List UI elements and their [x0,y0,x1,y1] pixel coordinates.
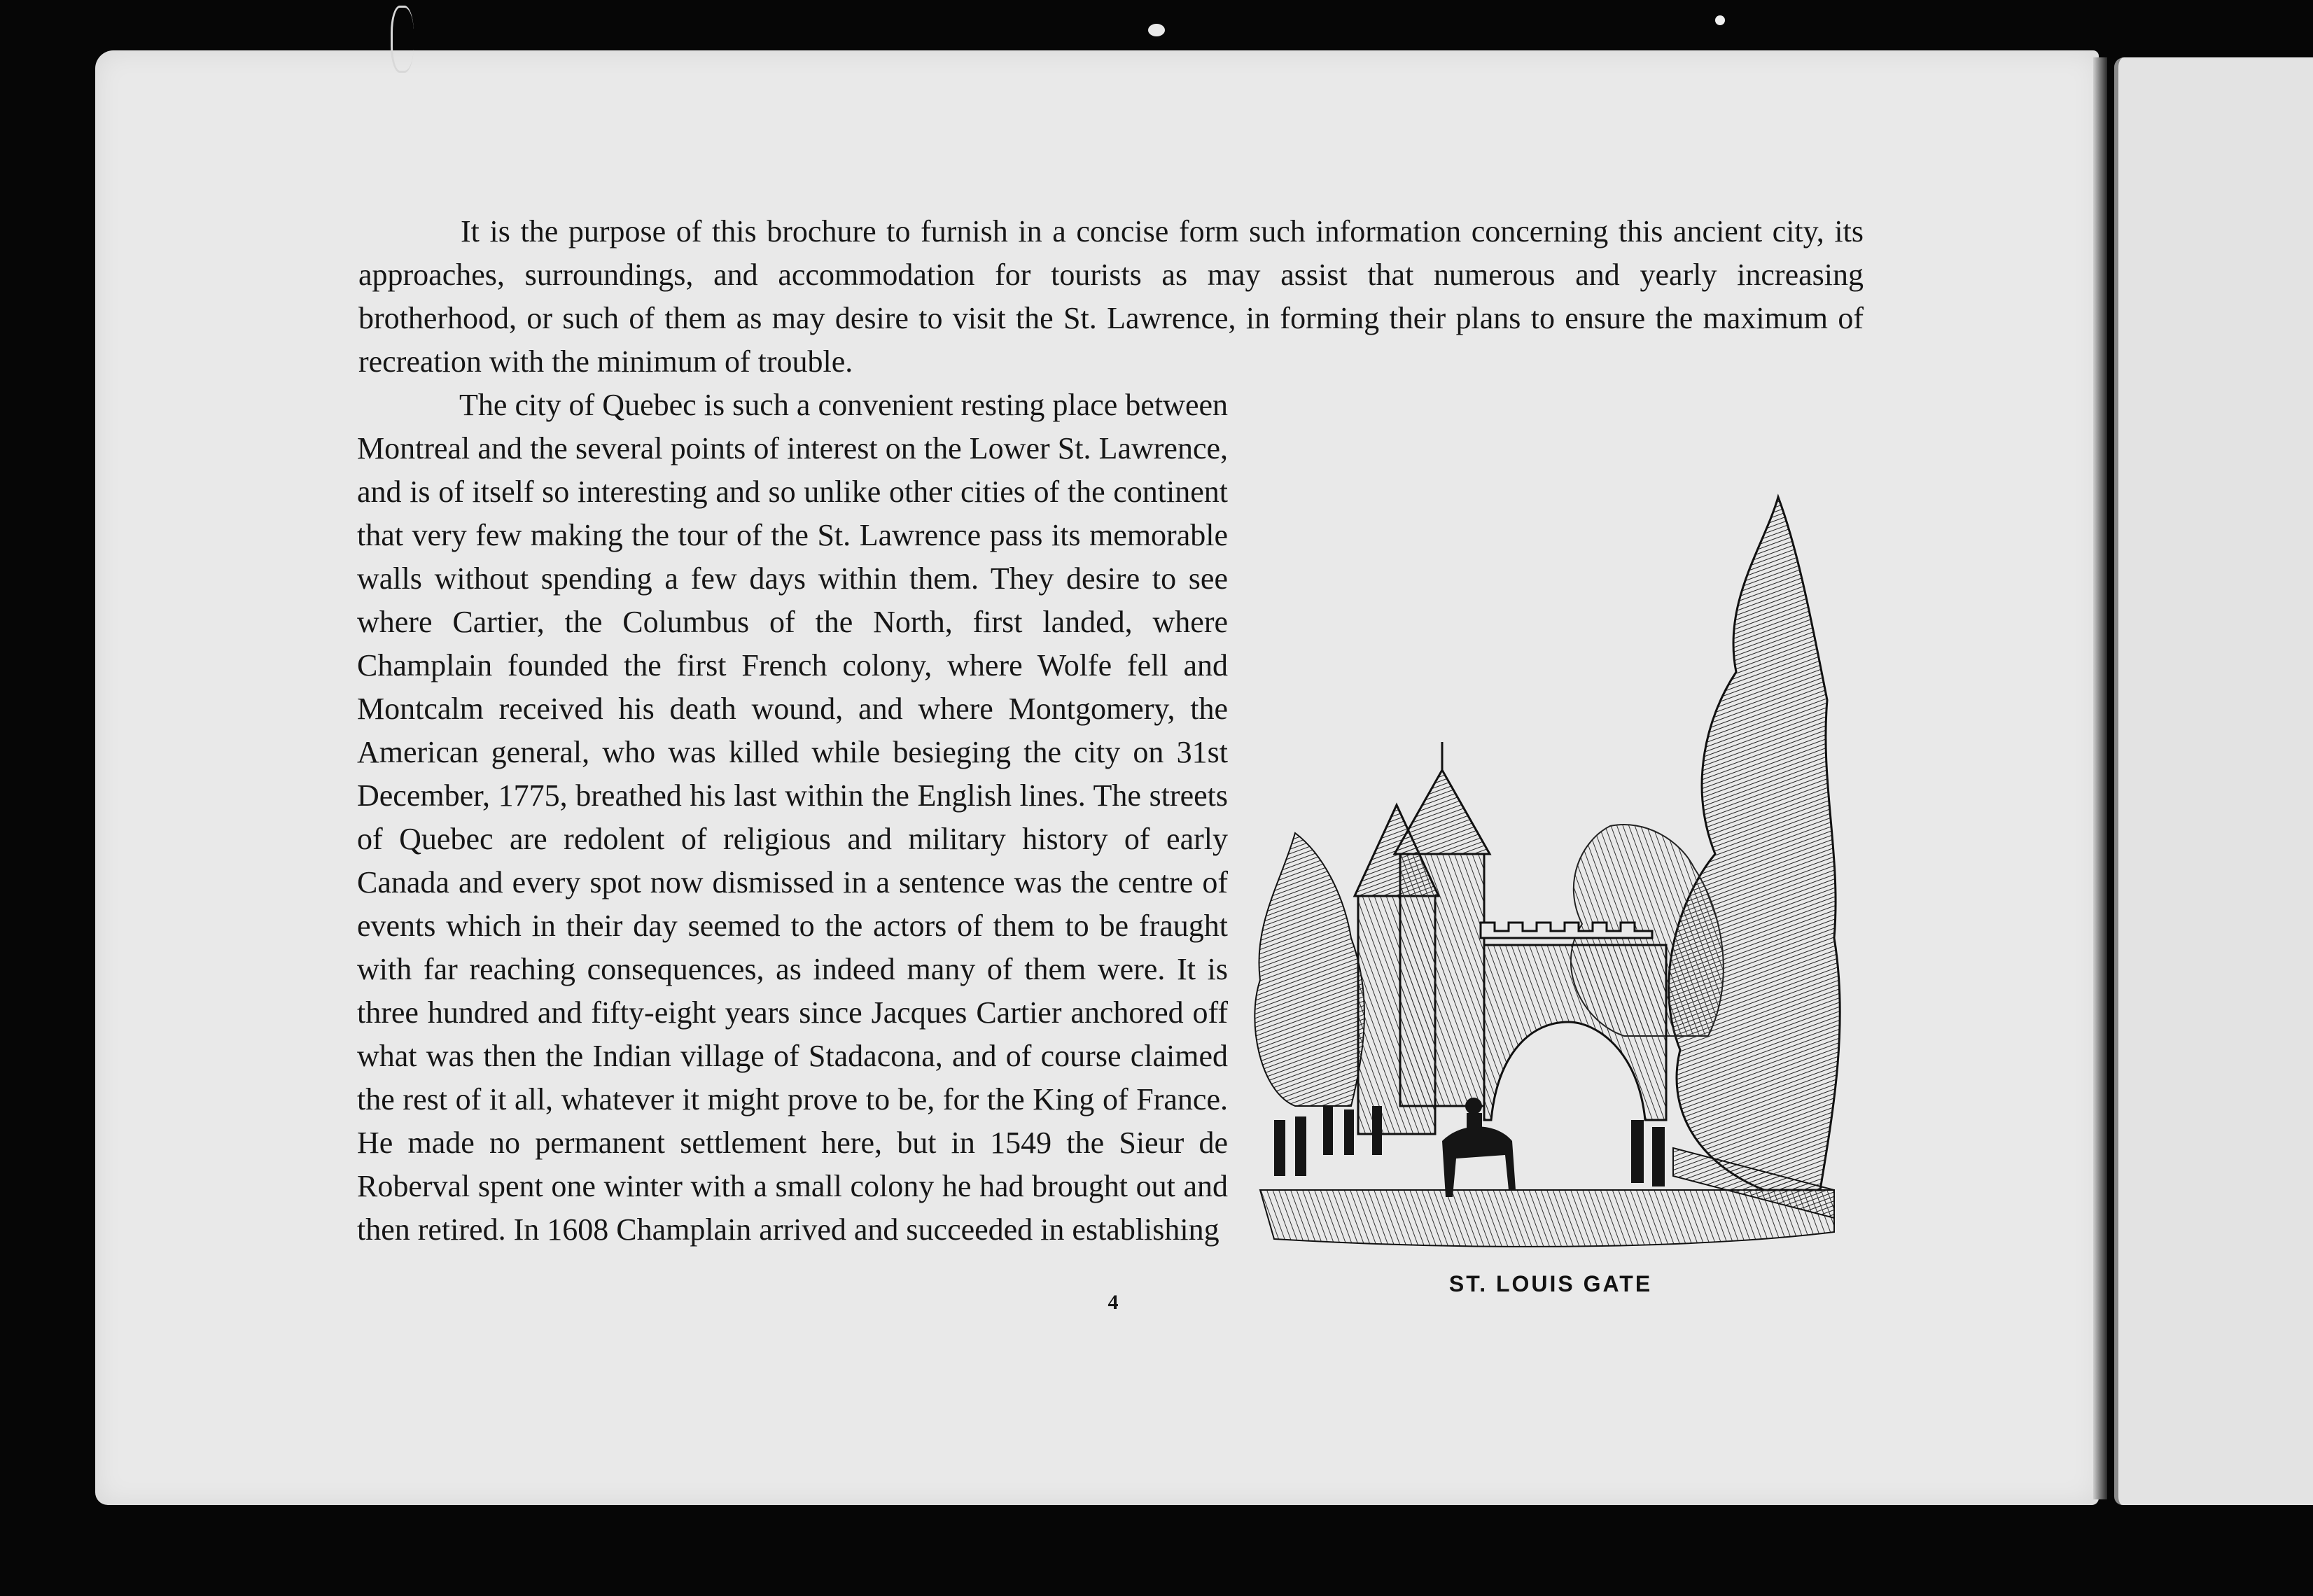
scan-artifact [391,6,414,73]
left-tree [1255,833,1364,1106]
page-right [2114,57,2313,1505]
illustration-caption: ST. LOUIS GATE [1448,1271,1653,1296]
book-gutter [2093,57,2107,1499]
figures-and-horse [1274,1098,1665,1197]
scan-artifact [1715,15,1725,25]
st-louis-gate-engraving [1232,490,1848,1274]
paragraph-intro: It is the purpose of this brochure to furnish in a concise form such information concerning this ancient city, its approaches, surroundings, and accommodation for tourists as may assist that numerous and yearly increasing brotherhood, or such of them as may desire to visit the St. Lawrence, in forming their plans to ensure the maximum of recreation with the minimum of trouble. [358,214,1864,379]
page-number: 4 [1107,1291,1119,1314]
scan-artifact [1148,24,1165,36]
road [1260,1190,1834,1247]
gate-structure [1355,742,1666,1134]
tall-poplar-tree [1669,497,1840,1190]
paragraph-quebec-history-text: The city of Quebec is such a convenient resting place between Montreal and the several points of interest on the Lower St. Lawrence, and is of itself so interesting and so unlike other cities of the continent that very few making the tour of the St. Lawrence pass its memorable walls without spending a few days within them. They desire to see where Cartier, the Columbus of the North, first landed, where Champlain founded the first French colony, where Wolfe fell and Montcalm received his death wound, and where Montgomery, the American general, who was killed while besieging the city on 31st December, 1775, breathed his last within the English lines. The streets of Quebec are redolent of religious and military history of early Canada and every spot now dismissed in a sentence was the centre of events which in their day seemed to the actors of them to be fraught with far reaching consequences, as indeed many of them were. It is three hundred and fifty-eight years since Jacques Cartier anchored off what was then the Indian village of Stadacona, and of course claimed the rest of it all, whatever it might prove to be, for the King of France. He made no permanent settlement here, but in 1549 the Sieur de Roberval spent one winter with a small colony he had brought out and then retired. In 1608 Champlain arrived and succeeded in establishing [357,388,1228,1247]
